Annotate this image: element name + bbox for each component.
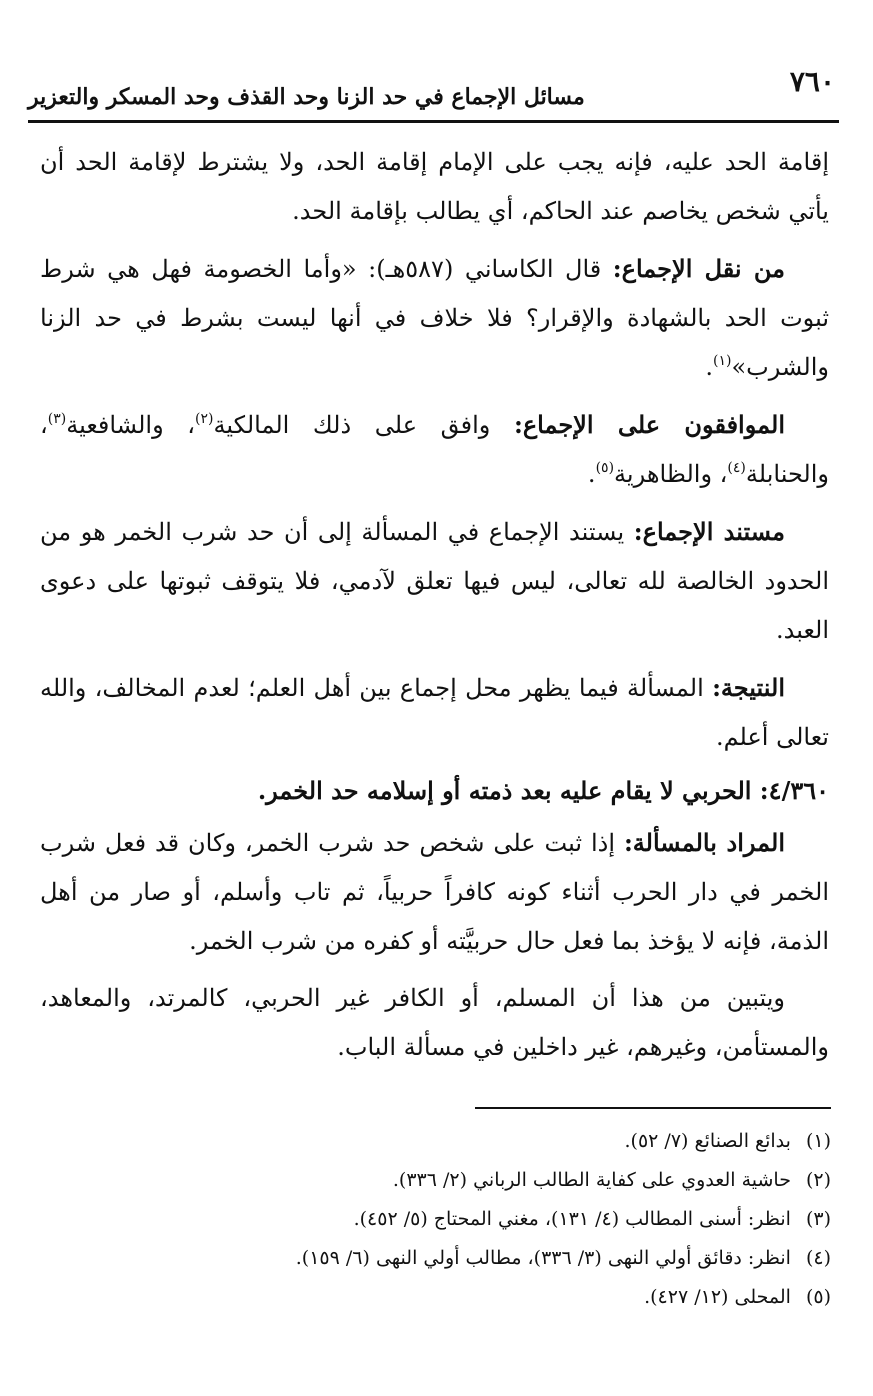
running-title: مسائل الإجماع في حد الزنا وحد القذف وحد المسكر والتعزير bbox=[28, 84, 585, 110]
footnote-marker: (٤) bbox=[805, 1247, 831, 1269]
paragraph-text-end: . bbox=[587, 460, 596, 488]
paragraph-text: إذا ثبت على شخص حد شرب الخمر، وكان قد فعل شرب الخمر في دار الحرب أثناء كونه كافراً حربياً، ثم تاب وأسلم، أو صار من أهل الذمة، فإنه لا يؤخذ بما فعل حال حربيَّته أو كفره من شرب الخمر. bbox=[40, 829, 829, 955]
paragraph-text-end: . bbox=[705, 353, 714, 381]
footnote-text: بدائع الصنائع (٧/ ٥٢). bbox=[624, 1130, 791, 1152]
paragraph-consensus-basis bbox=[40, 507, 829, 655]
footnote-item bbox=[60, 1122, 831, 1161]
footnote-text: انظر: دقائق أولي النهى (٣/ ٣٣٦)، مطالب أولي النهى (٦/ ١٥٩). bbox=[295, 1247, 791, 1269]
footnote-reference[interactable]: (٥) bbox=[595, 460, 615, 476]
paragraph-text: إقامة الحد عليه، فإنه يجب على الإمام إقامة الحد، ولا يشترط لإقامة الحد أن يأتي شخص يخاصم عند الحاكم، أي يطالب بإقامة الحد. bbox=[40, 148, 829, 225]
paragraph-result bbox=[40, 663, 829, 762]
paragraph-text: قال الكاساني (٥٨٧هـ): «وأما الخصومة فهل هي شرط ثبوت الحد بالشهادة والإقرار؟ فلا خلاف في أنها ليست بشرط في حد الزنا والشرب» bbox=[40, 255, 829, 381]
page-header bbox=[28, 64, 839, 116]
footnote-item bbox=[60, 1278, 831, 1317]
paragraph-text: ويتبين من هذا أن المسلم، أو الكافر غير الحربي، كالمرتد، والمعاهد، والمستأمن، وغيرهم، غير داخلين في مسألة الباب. bbox=[40, 984, 829, 1061]
paragraph-text: ، والحنابلة bbox=[40, 411, 829, 488]
paragraph-clarification bbox=[40, 974, 829, 1072]
paragraph-text: ، والظاهرية bbox=[614, 460, 728, 488]
main-text bbox=[40, 138, 829, 1080]
footnote-item bbox=[60, 1161, 831, 1200]
paragraph-text: وافق على ذلك المالكية bbox=[213, 411, 514, 439]
footnote-rule bbox=[475, 1107, 831, 1109]
footnote-marker: (٣) bbox=[805, 1208, 831, 1230]
footnote-text: المحلى (١٢/ ٤٢٧). bbox=[644, 1286, 791, 1308]
paragraph-continuation bbox=[40, 138, 829, 236]
paragraph-lead: النتيجة: bbox=[712, 673, 785, 702]
footnote-reference[interactable]: (٣) bbox=[47, 411, 67, 427]
footnote-text: انظر: أسنى المطالب (٤/ ١٣١)، مغني المحتاج (٥/ ٤٥٢). bbox=[353, 1208, 791, 1230]
footnote-marker: (٥) bbox=[805, 1286, 831, 1308]
paragraph-agreeing-schools bbox=[40, 400, 829, 499]
paragraph-text: يستند الإجماع في المسألة إلى أن حد شرب الخمر هو من الحدود الخالصة لله تعالى، ليس فيها تعلق لآدمي، فلا يتوقف ثبوتها على دعوى العبد. bbox=[40, 518, 829, 644]
section-heading: ٤/٣٦٠: الحربي لا يقام عليه بعد ذمته أو إسلامه حد الخمر. bbox=[257, 776, 829, 805]
footnote-reference[interactable]: (٤) bbox=[727, 460, 746, 476]
paragraph-meaning bbox=[40, 818, 829, 966]
header-rule bbox=[28, 120, 839, 123]
paragraph-text: المسألة فيما يظهر محل إجماع بين أهل العلم؛ لعدم المخالف، والله تعالى أعلم. bbox=[40, 674, 829, 751]
footnote-marker: (٢) bbox=[805, 1169, 831, 1191]
footnote-marker: (١) bbox=[805, 1130, 831, 1152]
paragraph-lead: المراد بالمسألة: bbox=[623, 828, 785, 857]
paragraph-consensus-transmission bbox=[40, 244, 829, 392]
paragraph-lead: من نقل الإجماع: bbox=[612, 254, 786, 283]
footnote-reference[interactable]: (٢) bbox=[195, 411, 214, 427]
footnote-item bbox=[60, 1200, 831, 1239]
footnote-reference[interactable]: (١) bbox=[713, 353, 732, 369]
footnotes bbox=[60, 1122, 831, 1317]
paragraph-lead: مستند الإجماع: bbox=[633, 517, 785, 546]
footnote-text: حاشية العدوي على كفاية الطالب الرباني (٢/ ٣٣٦). bbox=[392, 1169, 791, 1191]
paragraph-lead: الموافقون على الإجماع: bbox=[513, 410, 785, 439]
page-number: ٧٦٠ bbox=[789, 65, 835, 98]
footnote-item bbox=[60, 1239, 831, 1278]
paragraph-text: ، والشافعية bbox=[66, 411, 196, 439]
